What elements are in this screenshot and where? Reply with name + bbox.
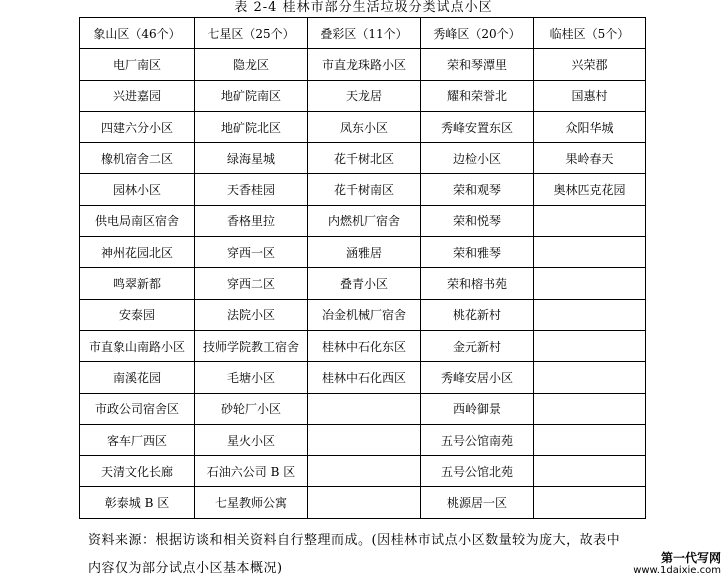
table-cell: 荣和琴潭里	[421, 49, 534, 80]
pilot-community-table	[79, 17, 646, 519]
source-note-line-2: 内容仅为部分试点小区基本概况)	[88, 561, 283, 576]
table-cell: 客车厂西区	[80, 424, 195, 455]
table-row	[80, 299, 646, 330]
table-cell: 兴荣郡	[534, 49, 646, 80]
table-cell: 国惠村	[534, 80, 646, 111]
column-header: 秀峰区（20个）	[421, 18, 534, 49]
table-cell	[308, 393, 421, 424]
table-cell: 香格里拉	[195, 205, 308, 236]
table-cell	[534, 299, 646, 330]
table-row	[80, 456, 646, 487]
watermark-url: www.1daixie.com	[633, 565, 721, 576]
table-row	[80, 268, 646, 299]
table-cell: 技师学院教工宿舍	[195, 330, 308, 361]
table-cell: 穿西二区	[195, 268, 308, 299]
table-row	[80, 80, 646, 111]
table-cell	[534, 330, 646, 361]
table-header-row	[80, 18, 646, 49]
table-row	[80, 362, 646, 393]
table-cell: 四建六分小区	[80, 111, 195, 142]
table-cell: 鸣翠新都	[80, 268, 195, 299]
table-cell: 荣和悦琴	[421, 205, 534, 236]
column-header: 临桂区（5个）	[534, 18, 646, 49]
table-cell: 边检小区	[421, 143, 534, 174]
table-row	[80, 424, 646, 455]
table-cell	[534, 424, 646, 455]
table-cell: 星火小区	[195, 424, 308, 455]
table-cell: 南溪花园	[80, 362, 195, 393]
table-cell: 秀峰安居小区	[421, 362, 534, 393]
table-cell: 橡机宿舍二区	[80, 143, 195, 174]
table-row	[80, 330, 646, 361]
column-header: 七星区（25个）	[195, 18, 308, 49]
table-cell: 市直龙珠路小区	[308, 49, 421, 80]
table-cell: 五号公馆北苑	[421, 456, 534, 487]
table-cell: 市政公司宿舍区	[80, 393, 195, 424]
column-header: 叠彩区（11个）	[308, 18, 421, 49]
table-cell: 彰泰城 B 区	[80, 487, 195, 518]
table-cell: 涵雅居	[308, 237, 421, 268]
table-cell: 天龙居	[308, 80, 421, 111]
table-cell: 电厂南区	[80, 49, 195, 80]
table-cell	[534, 362, 646, 393]
table-cell: 内燃机厂宿舍	[308, 205, 421, 236]
table-cell	[534, 205, 646, 236]
column-header: 象山区（46个）	[80, 18, 195, 49]
table-cell: 桃花新村	[421, 299, 534, 330]
site-watermark	[633, 551, 721, 577]
table-cell: 市直象山南路小区	[80, 330, 195, 361]
source-note-line-1: 资料来源：根据访谈和相关资料自行整理而成。(因桂林市试点小区数量较为庞大，故表中	[88, 533, 621, 548]
table-row	[80, 237, 646, 268]
table-cell: 凤东小区	[308, 111, 421, 142]
table-row	[80, 205, 646, 236]
table-row	[80, 174, 646, 205]
table-cell: 地矿院北区	[195, 111, 308, 142]
table-cell: 耀和荣誉北	[421, 80, 534, 111]
table-cell: 桂林中石化西区	[308, 362, 421, 393]
table-cell: 天香桂园	[195, 174, 308, 205]
table-cell	[534, 487, 646, 518]
table-cell: 绿海星城	[195, 143, 308, 174]
table-cell: 五号公馆南苑	[421, 424, 534, 455]
table-cell: 荣和雅琴	[421, 237, 534, 268]
table-cell: 法院小区	[195, 299, 308, 330]
source-note	[88, 527, 648, 583]
table-cell: 隐龙区	[195, 49, 308, 80]
table-cell: 冶金机械厂宿舍	[308, 299, 421, 330]
table-cell	[534, 456, 646, 487]
table-cell: 奥林匹克花园	[534, 174, 646, 205]
table-cell: 叠青小区	[308, 268, 421, 299]
table-cell: 桂林中石化东区	[308, 330, 421, 361]
table-cell: 花千树南区	[308, 174, 421, 205]
table-cell: 石油六公司 B 区	[195, 456, 308, 487]
table-row	[80, 393, 646, 424]
table-cell: 神州花园北区	[80, 237, 195, 268]
table-cell: 花千树北区	[308, 143, 421, 174]
table-row	[80, 111, 646, 142]
table-cell: 穿西一区	[195, 237, 308, 268]
table-cell: 荣和榕书苑	[421, 268, 534, 299]
table-cell: 众阳华城	[534, 111, 646, 142]
table-cell: 桃源居一区	[421, 487, 534, 518]
table-cell	[534, 237, 646, 268]
table-cell: 兴进嘉园	[80, 80, 195, 111]
table-cell: 天清文化长廊	[80, 456, 195, 487]
table-cell	[534, 393, 646, 424]
table-cell: 果岭春天	[534, 143, 646, 174]
table-cell: 地矿院南区	[195, 80, 308, 111]
table-cell: 供电局南区宿舍	[80, 205, 195, 236]
table-cell	[308, 456, 421, 487]
table-cell: 荣和观琴	[421, 174, 534, 205]
table-cell: 秀峰安置东区	[421, 111, 534, 142]
table-cell: 毛塘小区	[195, 362, 308, 393]
table-caption: 表 2-4 桂林市部分生活垃圾分类试点小区	[234, 0, 493, 15]
table-cell	[308, 424, 421, 455]
table-row	[80, 487, 646, 518]
table-cell	[308, 487, 421, 518]
table-row	[80, 143, 646, 174]
table-cell: 七星教师公寓	[195, 487, 308, 518]
table-cell: 金元新村	[421, 330, 534, 361]
table-cell: 砂轮厂小区	[195, 393, 308, 424]
table-cell: 西岭御景	[421, 393, 534, 424]
table-row	[80, 49, 646, 80]
table-cell	[534, 268, 646, 299]
watermark-title: 第一代写网	[660, 551, 721, 565]
table-cell: 安泰园	[80, 299, 195, 330]
table-cell: 园林小区	[80, 174, 195, 205]
